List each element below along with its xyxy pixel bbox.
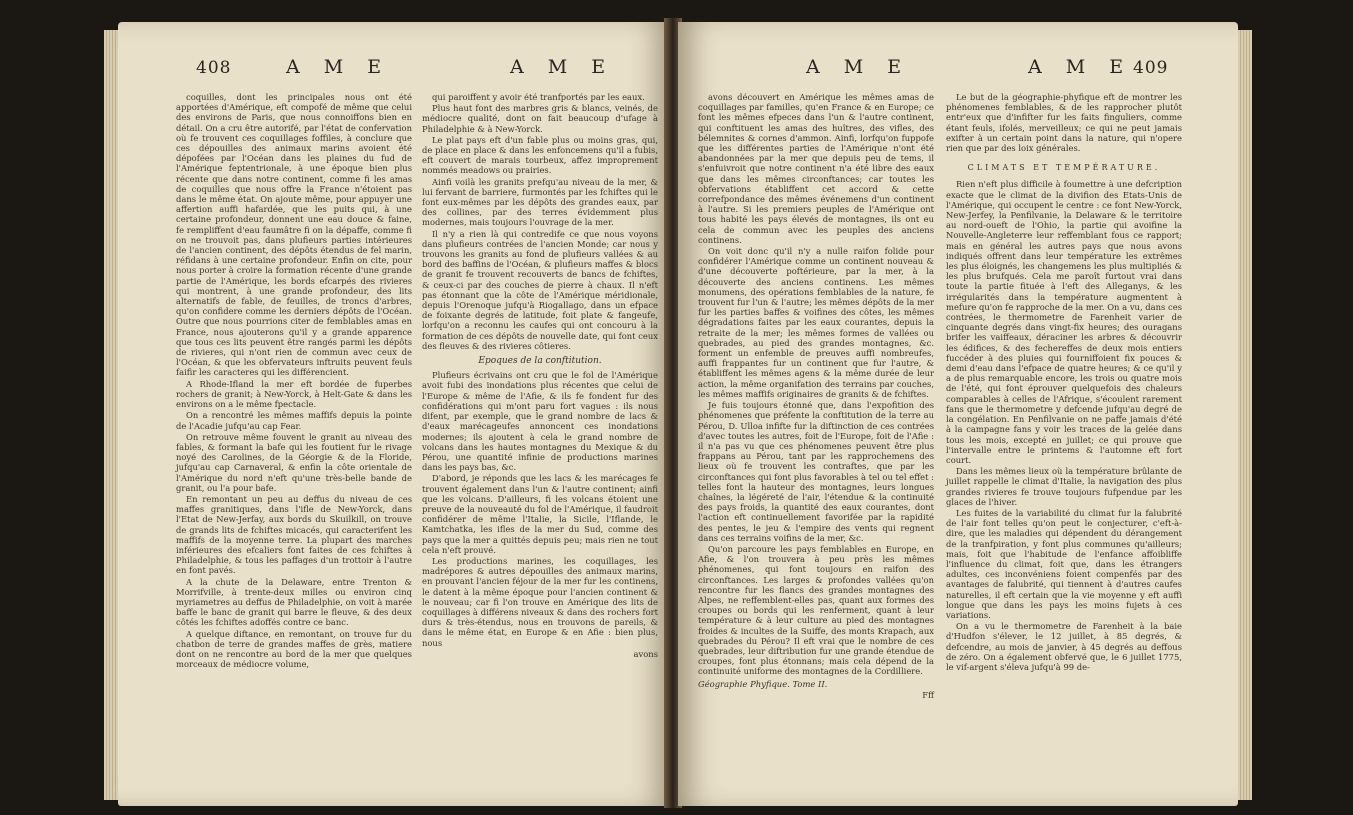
book-signature: Géographie Phyfique. Tome II. [698,678,828,689]
paragraph: avons découvert en Amérique les mêmes amas de coquillages par familles, qu'en France & en Europe; ce font les mêmes efpeces dans l'un & l'autre continent, qui conftituent les amas des huîtres, des vifles, des bélemnites & cornes d'ammon. Ainfi, lorfqu'on fuppofe que les différentes parties de l'Amérique n'ont été abandonnées par la mer que depuis peu de tems, il s'enfuivroit que notre continent n'a été libre des eaux que dans les mêmes circonftances; car toutes les obfervations établiffent cet accord & cette correfpondance des mêmes événemens d'un continent à l'autre. Si les premiers peuples de l'Amérique ont tous habité les pays élevés de montagnes, ils ont eu cela de commun avec les peuples des anciens continens. [698,92,934,245]
paragraph: Il n'y a rien là qui contredife ce que nous voyons dans plufieurs contrées de l'ancien Monde; car nous y trouvons les granits au fond de plufieurs vallées & au bord des baffins de l'Océan, & plufieurs maffes & blocs de granit fe trouvent recouverts de bancs de fchiftes, & ceux-ci par des couches de pierre à chaux. Il n'eft pas étonnant que la côte de l'Amérique méridionale, depuis l'Orenoque jufqu'à Riogallago, dans un efpace de foixante degrés de latitude, foit plate & fangeufe, lorfqu'on a reconnu les caufes qui ont concouru à la formation de ces dépôts de nouvelle date, qui font ceux des fleuves & des rivieres côtieres. [422,228,658,351]
paragraph: Le plat pays eft d'un fable plus ou moins gras, qui, de place en place & dans les enfoncemens qu'il a fubis, eft couvert de marais tourbeux, affez improprement nommés meadows ou prairies. [422,134,658,176]
paragraph: Le but de la géographie-phyfique eft de montrer les phénomenes femblables, & de les rapprocher plutôt entr'eux que d'infifter fur les faits finguliers, comme étant feuls, ifolés, merveilleux; ce qui ne peut jamais exifter à un certain point dans la nature, qui n'opere rien que par des loix générales. [946,92,1182,154]
paragraph: qui paroiffent y avoir été tranfportés par les eaux. [432,92,645,102]
right-column-2 [946,92,1182,673]
right-running-title-a: A M E [806,56,911,78]
paragraph: Dans les mêmes lieux où la température brûlante de juillet rappelle le climat d'Italie, la navigation des plus grandes rivieres fe trouve toujours fufpendue par les glaces de l'hiver. [946,466,1182,507]
left-running-head [118,56,670,84]
section-heading: CLIMATS ET TEMPÉRATURE. [967,163,1161,173]
catchword: avons [633,648,658,659]
paragraph: A Rhode-Ifland la mer eft bordée de fuperbes rochers de granit; à New-Yorck, à Helt-Gate & dans les environs on a le même fpectacle. [176,378,412,410]
paragraph: A quelque diftance, en remontant, on trouve fur du chatbon de terre de grandes maffes de grès, matiere dont on ne rencontre au bord de la mer que quelques morceaux de médiocre volume, [176,628,412,670]
paragraph: On a rencontré les mêmes maffifs depuis la pointe de l'Acadie jufqu'au cap Fear. [176,410,412,431]
paragraph: On voit donc qu'il n'y a nulle raifon folide pour confidérer l'Amérique comme un continent nouveau & d'une découverte poftérieure, par la mer, à la découverte des anciens continens. Les mêmes monumens, des opérations femblables de la nature, fe trouvent fur l'un & l'autre; les mêmes dépôts de la mer fur les parties baffes & voifines des côtes, les mêmes dégradations faites par les eaux courantes, depuis la retraite de la mer; les mêmes formes de vallées ou quebrades, au pied des grandes montagnes, &c. forment un enfemble de preuves auffi nombreufes, auffi frappantes fur un continent que fur l'autre, & établiffent les mêmes agens & la même durée de leur action, la même organifation des terrains par couches, les mêmes maffifs originaires de granits & de fchiftes. [698,246,934,399]
paragraph: Les fuites de la variabilité du climat fur la falubrité de l'air font telles qu'on peut le conjecturer, c'eft-à-dire, que les maladies qui dépendent du dérangement de la tranfpiration, y font plus communes qu'ailleurs; mais, foit que l'habitude de l'enfance affoibliffe l'influence du climat, foit que, dans les étrangers adultes, ces inconvéniens foient compenfés par des avantages de falubrité, qui tiennent à d'autres caufes naturelles, il eft certain que la vie moyenne y eft auffi longue que dans les pays les moins fujets à ces variations. [946,507,1182,620]
right-page-number: 409 [1133,58,1169,78]
page-edges-right [1238,30,1252,800]
paragraph: Plufieurs écrivains ont cru que le fol de l'Amérique avoit fubi des inondations plus récentes que celui de l'Europe & même de l'Afie, & ils fe fondent fur des confidérations qui m'ont paru fort vagues : ils nous difent, par exemple, que le grand nombre de lacs & d'eaux marécageufes annoncent ces inondations modernes; ils ajoutent à cela le grand nombre de volcans dans les hautes montagnes du Mexique & du Pérou, une quantité infinie de productions marines dans les pays bas, &c. [422,370,658,473]
left-page-number: 408 [196,58,232,78]
paragraph: Les productions marines, les coquillages, les madrépores & autres dépouilles des animaux marins, en prouvant l'ancien féjour de la mer fur les continens, le datent à la même époque pour l'ancien continent & le nouveau; car fi l'on trouve en Amérique des lits de coquillages à différens niveaux & dans des rochers fort durs & très-étendus, nous en trouvons de pareils, & dans le même état, en Europe & en Afie : bien plus, nous [422,555,658,648]
right-running-title-b: A M E [1028,56,1133,78]
paragraph: A la chute de la Delaware, entre Trenton & Morrifville, à trente-deux milles ou environ cinq myriametres au deffus de Philadelphie, on voit à marée baffe le banc de granit qui barre le fleuve, & des deux côtés les fchiftes adoffés contre ce banc. [176,576,412,628]
paragraph: Rien n'eft plus difficile à foumettre à une defcription exacte que le climat de la divifion des Etats-Unis de l'Amérique, qui occupent le centre : ce font New-Yorck, New-Jerfey, la Penfilvanie, la Delaware & le territoire au nord-oueft de l'Ohio, la partie qui avoifine la Nouvelle-Angleterre leur reffemblant fous ce rapport; mais en général les autres pays que nous avons indiqués offrent dans leur température les extrêmes les plus éloignés, les changemens les plus multipliés & les plus brufqués. Cela me paroît furtout vrai dans toute la partie fituée à l'eft des Alleganys, & les irrégularités dans la température augmentent à mefure qu'on fe rapproche de la mer. On a vu, dans ces contrées, le thermometre de Farenheit varier de cinquante degrés dans vingt-fix heures; des ouragans brifer les vaiffeaux, déraciner les arbres & découvrir les édifices, & des fechereffes de deux mois entiers fuccéder à des pluies qui fourniffoient fix pouces & demi d'eau dans l'efpace de quatre heures; & ce qu'il y a de plus remarquable encore, les trois ou quatre mois de l'été, qui font éprouver quelquefois des chaleurs comparables à celles de l'Afrique, s'écoulent rarement fans que le thermometre y defcende jufqu'au degré de la congélation. En Penfilvanie on ne paffe jamais d'été à la campagne fans y voir les traces de la gelée dans tous les mois, excepté en juillet; ce qui prouve que l'intervalle entre le printems & l'automne eft fort court. [946,179,1182,465]
left-column-1 [176,92,412,670]
signature-mark: Fff [922,689,934,700]
left-column-2 [422,92,658,660]
right-column-1 [698,92,934,701]
paragraph: On a vu le thermometre de Farenheit à la baie d'Hudfon s'élever, le 12 juillet, à 85 degrés, & defcendre, au mois de janvier, à 45 degrés au deffous de zéro. On a également obfervé que, le 6 juillet 1775, le vif-argent s'éleva jufqu'à 99 de- [946,621,1182,672]
paragraph: En remontant un peu au deffus du niveau de ces maffes granitiques, dans l'ifle de New-Yorck, dans l'Etat de New-Jerfay, aux bords du Skuilkill, on trouve de grands lits de fchiftes micacés, qui caracterifent les maffifs de la moyenne terre. La plupart des marches inférieures des efcaliers font faites de ces fchiftes à Philadelphie, & tous les paffages d'un trottoir à l'autre en font pavés. [176,493,412,576]
paragraph: Je fuis toujours étonné que, dans l'expofition des phénomenes que préfente la conftitution de la terre au Pérou, D. Ulloa infifte fur la diftinction de ces contrées d'avec toutes les autres, foit de l'Europe, foit de l'Afie : il n'a pas vu que ces phénomenes peuvent être plus frappans au Pérou, tant par les rapprochemens des lieux où fe trouvent les contraftes, que par les circonftances qui font plus favorables à tel ou tel effet : telles font la hauteur des montagnes, leurs longues chaînes, la légéreté de l'air, l'étendue & la continuité des pays froids, la quantité des eaux courantes, dont l'action eft continuellement favorifée par la rapidité des pentes, le jeu & l'empire des vents qui regnent dans ces terrains voifins de la mer, &c. [698,400,934,543]
paragraph: coquilles, dont les principales nous ont été apportées d'Amérique, eft compofé de même que celui des environs de Paris, que nous connoiffons bien en détail. On a cru être autorifé, par l'état de confervation où fe trouvent ces coquillages foffiles, à conclure que ces dépouilles des animaux marins avoient été dépofées par l'Océan dans les plaines du fud de l'Amérique feptentrionale, à une époque bien plus récente que dans notre continent, comme fi les amas de coquilles que nous offre la France n'étoient pas dans le même état. On ajoute même, pour appuyer une affertion auffi hafardée, que les puits qui, à une certaine profondeur, donnent une eau douce & faine, fe rempliffent d'eau faumâtre fi on la dépaffe, comme fi on ne trouvoit pas, dans plufieurs parties intérieures de l'ancien continent, des dépôts étendus de fel marin, réfidans à une certaine profondeur. Enfin on cite, pour nous porter à croire la formation récente d'une grande partie de l'Amérique, les bords efcarpés des rivieres qui montrent, à une grande profondeur, des lits alternatifs de fable, de feuilles, de troncs d'arbres, qu'on confidere comme les derniers dépôts de l'Océan. Outre que nous pourrions citer de femblables amas en France, nous ajouterons qu'il y a grande apparence que tous ces lits peuvent être rangés parmi les dépôts de rivieres, qui n'ont rien de commun avec ceux de l'Océan, & que les obfervateurs inftruits peuvent feuls faifir les caracteres qui les différencient. [176,92,412,378]
section-heading: Epoques de la conftitution. [478,356,602,367]
left-running-title-b: A M E [510,56,615,78]
right-running-head [678,56,1238,84]
paragraph: On retrouve même fouvent le granit au niveau des fables, & formant la bafe qui les foutient fur le rivage noyé des Carolines, de la Géorgie & de la Floride, jufqu'au cap Carnaveral, & enfin la côte orientale de l'Amérique du nord n'eft qu'une très-belle bande de granit, ou l'a pour bafe. [176,431,412,493]
left-page [118,22,670,806]
paragraph: Plus haut font des marbres gris & blancs, veinés, de médiocre qualité, dont on fait beaucoup d'ufage à Philadelphie & à New-Yorck. [422,103,658,134]
paragraph: Ainfi voilà les granits prefqu'au niveau de la mer, & lui fervant de barriere, furmontés par les fchiftes qui le font eux-mêmes par les dépôts des grandes eaux, par des collines, par des terres évidemment plus modernes, mais toujours l'ouvrage de la mer. [422,176,658,228]
paragraph: D'abord, je réponds que les lacs & les marécages fe trouvent également dans l'un & l'autre continent; ainfi que les volcans. D'ailleurs, fi les volcans étoient une preuve de la nouveauté du fol de l'Amérique, il faudroit confidérer de même l'Italie, la Sicile, l'Iflande, le Kamtchatka, les ifles de la mer du Sud, comme des pays que la mer a quittés depuis peu; mais rien ne tout cela n'eft prouvé. [422,473,658,555]
right-page [678,22,1238,806]
page-edges-left [104,30,118,800]
paragraph: Qu'on parcoure les pays femblables en Europe, en Afie, & l'on trouvera à peu près les mêmes phénomenes, qui font toujours en raifon des circonftances. Les larges & profondes vallées qu'on rencontre fur les flancs des grandes montagnes des Alpes, ne reffemblent-elles pas, quant aux formes des croupes ou bords qui les renferment, quant à leur température & à leur culture au pied des montagnes froides & incultes de la Suiffe, des monts Krapach, aux quebrades du Pérou? Il eft vrai que le nombre de ces quebrades, leur diftribution fur une grande étendue de croupes, font plus étonnans; mais cela dépend de la continuité uniforme des montagnes de la Cordilliere. [698,543,934,677]
left-running-title-a: A M E [286,56,391,78]
